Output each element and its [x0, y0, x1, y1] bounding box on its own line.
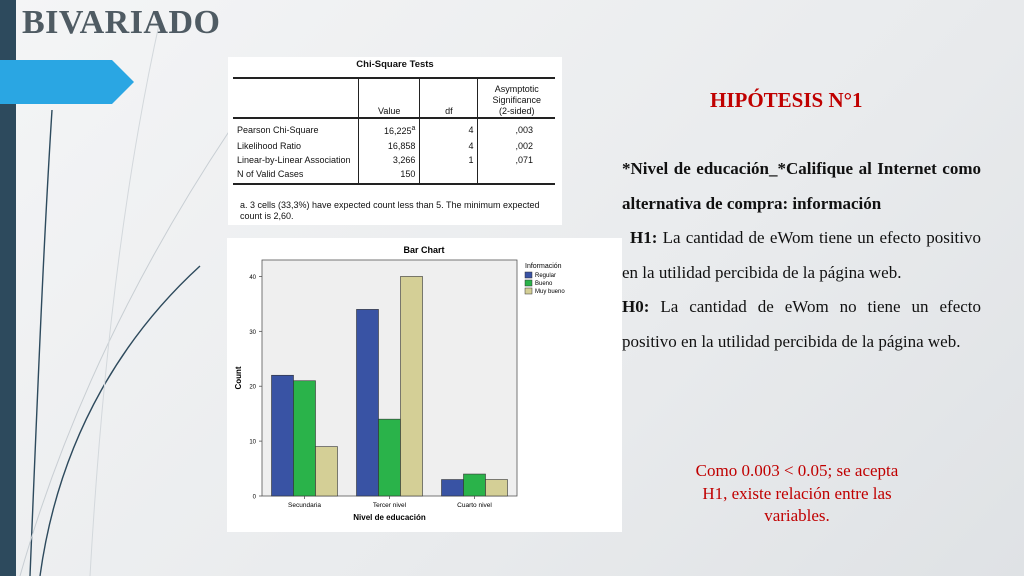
bar-chart-svg — [227, 238, 622, 532]
y-tick-label: 30 — [249, 329, 256, 336]
y-tick-label: 20 — [249, 384, 256, 391]
legend-title: Información — [525, 263, 562, 270]
conclusion-text: Como 0.003 < 0.05; se acepta H1, existe relación entre las variables. — [695, 461, 899, 525]
bar-muy-bueno — [401, 276, 423, 496]
header-value: Value — [358, 78, 419, 118]
row-value: 3,266 — [358, 155, 419, 166]
row-sig — [478, 166, 555, 184]
row-df: 4 — [420, 137, 478, 155]
bar-bueno — [294, 381, 316, 496]
chart-title: Bar Chart — [403, 245, 445, 255]
row-sig: ,003 — [515, 124, 533, 135]
legend-label: Bueno — [535, 281, 553, 287]
row-df: 1 — [420, 155, 478, 166]
row-label: Linear-by-Linear Association — [233, 155, 358, 166]
row-value: 16,858 — [358, 137, 419, 155]
bar-bueno — [379, 419, 401, 496]
chi-square-table — [228, 57, 562, 225]
y-tick-label: 40 — [249, 274, 256, 281]
x-tick-label: Secundaria — [288, 502, 321, 509]
row-df — [420, 166, 478, 184]
x-tick-label: Tercer nivel — [372, 502, 407, 509]
h0-text: La cantidad de eWom no tiene un efecto positivo en la utilidad percibida de la página web. — [622, 297, 982, 351]
header-df: df — [420, 78, 478, 118]
legend-label: Regular — [535, 273, 557, 279]
bar-regular — [357, 309, 379, 496]
x-tick-label: Cuarto nivel — [457, 502, 492, 509]
row-label: Likelihood Ratio — [233, 137, 358, 155]
table-footnote: a. 3 cells (33,3%) have expected count less than 5. The minimum expected count is 2,60. — [240, 200, 540, 221]
row-label: N of Valid Cases — [233, 166, 358, 184]
table-title: Chi-Square Tests — [356, 59, 434, 70]
header-sig: Asymptotic Significance (2-sided) — [478, 78, 555, 118]
y-tick-label: 0 — [252, 494, 256, 501]
bar-muy-bueno — [316, 447, 338, 496]
hypothesis-body — [622, 152, 981, 359]
legend-swatch — [525, 272, 532, 278]
row-value: 150 — [358, 166, 419, 184]
variables-text: *Nivel de educación_*Califique al Internet como alternativa de compra: información — [622, 159, 981, 213]
h1-paragraph — [622, 221, 981, 290]
bar-regular — [272, 375, 294, 496]
h1-text: La cantidad de eWom tiene un efecto positivo en la utilidad percibida de la página web. — [622, 228, 981, 282]
row-sig: ,071 — [515, 155, 533, 165]
h1-label: H1: — [630, 228, 658, 247]
h0-label: H0: — [622, 297, 650, 316]
legend-swatch — [525, 280, 532, 286]
row-superscript: a — [411, 125, 416, 132]
y-axis-label: Count — [234, 366, 243, 390]
row-label: Pearson Chi-Square — [233, 118, 358, 137]
bar-chart — [227, 238, 622, 532]
y-tick-label: 10 — [249, 439, 256, 446]
row-df: 4 — [420, 118, 478, 137]
arrow-ribbon — [0, 60, 134, 104]
row-value: 16,225$^a$ — [358, 118, 419, 137]
slide-title: BIVARIADO — [22, 4, 221, 41]
row-sig: ,002 — [515, 140, 533, 151]
h0-paragraph — [622, 290, 981, 359]
bar-regular — [442, 480, 464, 496]
legend-swatch — [525, 288, 532, 294]
bar-muy-bueno — [486, 480, 508, 496]
bar-bueno — [464, 474, 486, 496]
legend-label: Muy bueno — [535, 289, 565, 295]
header-empty — [233, 78, 358, 118]
hypothesis-heading: HIPÓTESIS N°1 — [710, 88, 863, 112]
x-axis-label: Nivel de educación — [353, 513, 426, 522]
